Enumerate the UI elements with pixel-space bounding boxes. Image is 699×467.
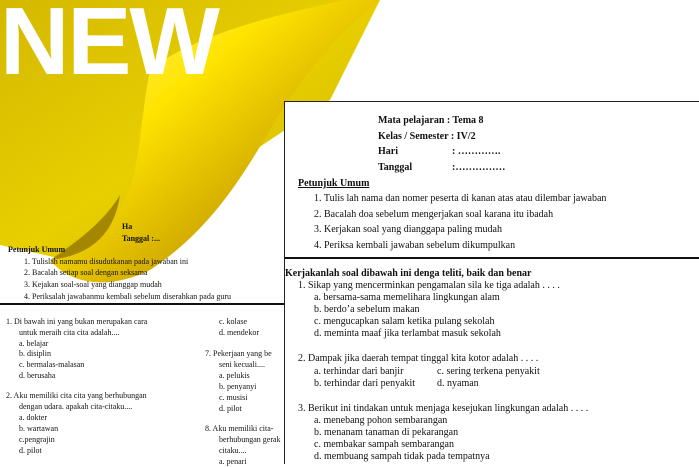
back-col2-line: d. mendekor — [219, 328, 259, 337]
back-q1-option: a. belajar — [19, 339, 49, 348]
back-col2-line: 8. Aku memiliki cita- — [205, 424, 274, 433]
back-instruction: 2. Bacalah setiap soal dengan seksama — [24, 268, 148, 277]
q1-option: d. meminta maaf jika terlambat masuk sekolah — [314, 328, 501, 339]
back-petunjuk-title: Petunjuk Umum — [8, 245, 66, 254]
back-col2-line: citaku.... — [219, 446, 247, 455]
back-worksheet-page — [0, 190, 300, 466]
q3-option: a. menebang pohon sembarangan — [314, 415, 448, 426]
back-instruction: 1. Tulislah namamu disudutkanan pada jawaban ini — [24, 257, 189, 266]
back-col2-line: berhubungan gerak — [219, 435, 281, 444]
mapel-label: Mata pelajaran : Tema 8 — [378, 115, 484, 126]
tanggal-label: Tanggal — [378, 162, 413, 173]
back-col2-line: 7. Pekerjaan yang be — [205, 349, 272, 358]
front-worksheet-page — [284, 101, 699, 464]
back-col2-line: a. penari — [219, 457, 247, 466]
petunjuk-title: Petunjuk Umum — [298, 178, 370, 189]
hari-label: Hari — [378, 146, 398, 157]
back-q1-text: untuk meraih cita cita adalah.... — [19, 328, 120, 337]
back-hari-label: Ha — [122, 222, 133, 231]
back-q2-text: dengan udara. apakah cita-citaku.... — [19, 402, 133, 411]
back-q2-option: a. dokter — [19, 413, 47, 422]
header-divider — [285, 257, 699, 259]
back-col2-line: c. musisi — [219, 393, 248, 402]
back-tanggal-label: Tanggal :... — [122, 234, 160, 243]
new-banner-text: NEW — [0, 0, 218, 95]
q3-option: d. membuang sampah tidak pada tempatnya — [314, 451, 490, 462]
back-divider — [0, 303, 290, 305]
q2-option-c: c. sering terkena penyakit — [437, 366, 540, 377]
back-q1-option: d. berusaha — [19, 371, 56, 380]
q2-option-b: b. terhindar dari penyakit — [314, 378, 416, 389]
instruction: 4. Periksa kembali jawaban sebelum dikumpulkan — [314, 240, 516, 251]
q1-text: 1. Sikap yang mencerminkan pengamalan sila ke tiga adalah . . . . — [298, 280, 560, 291]
back-q1-option: b. disiplin — [19, 349, 52, 358]
q2-option-a: a. terhindar dari banjir — [314, 366, 404, 377]
q1-option: a. bersama-sama memelihara lingkungan alam — [314, 292, 500, 303]
back-q2-option: c.pengrajin — [19, 435, 55, 444]
back-col2-line: seni kecuali.... — [219, 360, 265, 369]
hari-value: : …………. — [452, 146, 501, 157]
back-q2-option: d. pilot — [19, 446, 42, 455]
tanggal-value: :…………… — [452, 162, 506, 173]
back-q1-option: c. bermalas-malasan — [19, 360, 85, 369]
back-q1-text: 1. Di bawah ini yang bukan merupakan cara — [6, 317, 148, 326]
back-q2-text: 2. Aku memiliki cita cita yang berhubungan — [6, 391, 147, 400]
instruction: 3. Kerjakan soal yang dianggapa paling mudah — [314, 224, 502, 235]
back-col2-line: b. penyanyi — [219, 382, 257, 391]
back-col2-line: d. pilot — [219, 404, 242, 413]
kelas-label: Kelas / Semester : IV/2 — [378, 131, 476, 142]
instruction: 1. Tulis lah nama dan nomer peserta di kanan atas atau dilembar jawaban — [314, 193, 607, 204]
q1-option: c. mengucapkan salam ketika pulang sekolah — [314, 316, 495, 327]
q3-option: b. menanam tanaman di pekarangan — [314, 427, 459, 438]
q3-text: 3. Berikut ini tindakan untuk menjaga kesejukan lingkungan adalah . . . . — [298, 403, 589, 414]
q2-text: 2. Dampak jika daerah tempat tinggal kita kotor adalah . . . . — [298, 353, 539, 364]
q3-option: c. membakar sampah sembarangan — [314, 439, 454, 450]
section-title: Kerjakanlah soal dibawah ini denga teliti, baik dan benar — [285, 268, 532, 279]
back-q2-option: b. wartawan — [19, 424, 59, 433]
back-instruction: 4. Periksalah jawabanmu kembali sebelum diserahkan pada guru — [24, 292, 232, 301]
back-col2-line: a. pelukis — [219, 371, 250, 380]
back-instruction: 3. Kejakan soal-soal yang dianggap mudah — [24, 280, 162, 289]
q1-option: b. berdo’a sebelum makan — [314, 304, 420, 315]
instruction: 2. Bacalah doa sebelum mengerjakan soal karana itu ibadah — [314, 209, 554, 220]
back-col2-line: c. kolase — [219, 317, 247, 326]
q2-option-d: d. nyaman — [437, 378, 479, 389]
